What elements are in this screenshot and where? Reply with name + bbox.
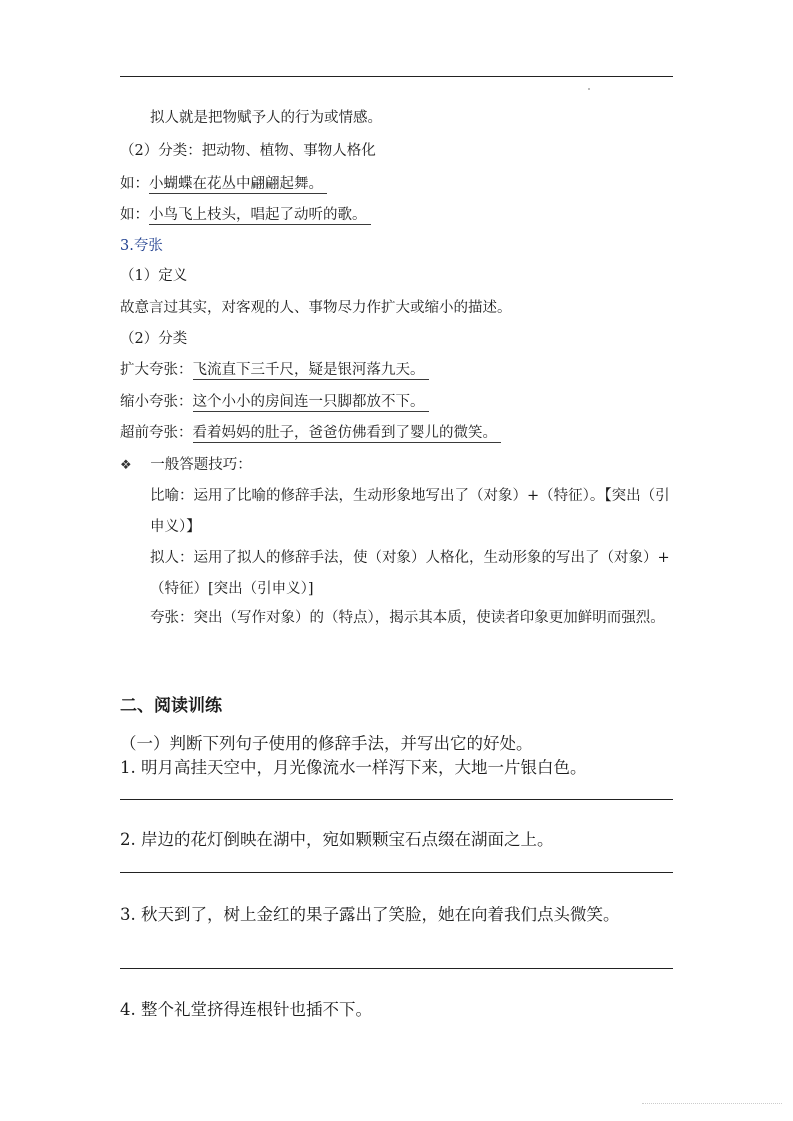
- personification-classification: （2）分类：把动物、植物、事物人格化: [120, 143, 376, 159]
- question-3: 3. 秋天到了，树上金红的果子露出了笑脸，她在向着我们点头微笑。: [120, 905, 620, 924]
- exercise-instructions: （一）判断下列句子使用的修辞手法，并写出它的好处。: [120, 734, 533, 753]
- shrink-label: 缩小夸张：: [120, 394, 193, 410]
- question-4: 4. 整个礼堂挤得连根针也插不下。: [120, 1000, 372, 1019]
- example-line-1: [120, 174, 327, 194]
- tips-title: 一般答题技巧：: [150, 457, 252, 473]
- enlarge-example: 飞流直下三千尺，疑是银河落九天。: [193, 362, 429, 380]
- tip-metaphor: 比喻：运用了比喻的修辞手法，生动形象地写出了（对象）+（特征）。【突出（引申义）】: [150, 488, 670, 535]
- personification-definition: 拟人就是把物赋予人的行为或情感。: [150, 110, 382, 126]
- hyperbole-title: 3.夸张: [120, 238, 163, 254]
- answer-line-2: [120, 872, 673, 873]
- tips-heading: [120, 455, 252, 476]
- example-prefix: 如：: [120, 176, 149, 192]
- answer-line-1: [120, 799, 673, 800]
- classification-label: （2）分类: [120, 331, 188, 347]
- enlarge-hyperbole-line: [120, 360, 429, 380]
- example-prefix: 如：: [120, 207, 149, 223]
- section-title: 二、阅读训练: [120, 696, 222, 716]
- tip-personification: 拟人：运用了拟人的修辞手法，使（对象）人格化，生动形象的写出了（对象）+（特征）[突出（引申义）]: [150, 550, 670, 597]
- ahead-label: 超前夸张：: [120, 425, 193, 441]
- answer-line-3: [120, 968, 673, 969]
- shrink-hyperbole-line: [120, 392, 429, 412]
- shrink-example: 这个小小的房间连一只脚都放不下。: [193, 394, 429, 412]
- enlarge-label: 扩大夸张：: [120, 362, 193, 378]
- question-1: 1. 明月高挂天空中，月光像流水一样泻下来，大地一片银白色。: [120, 758, 587, 777]
- diamond-bullet-icon: ❖: [120, 458, 132, 473]
- ahead-hyperbole-line: [120, 423, 501, 443]
- footer-scan-artifact: [642, 1103, 782, 1108]
- example-sentence-underlined: 小鸟飞上枝头，唱起了动听的歌。: [149, 207, 371, 225]
- example-sentence-underlined: 小蝴蝶在花丛中翩翩起舞。: [149, 176, 327, 194]
- scan-speck: [588, 88, 590, 90]
- tip-hyperbole: 夸张：突出（写作对象）的（特点），揭示其本质，使读者印象更加鲜明而强烈。: [150, 610, 665, 626]
- definition-text: 故意言过其实，对客观的人、事物尽力作扩大或缩小的描述。: [120, 300, 512, 316]
- example-line-2: [120, 205, 371, 225]
- question-2: 2. 岸边的花灯倒映在湖中，宛如颗颗宝石点缀在湖面之上。: [120, 830, 554, 849]
- definition-label: （1）定义: [120, 268, 188, 284]
- header-rule: [120, 76, 673, 77]
- ahead-example: 看着妈妈的肚子，爸爸仿佛看到了婴儿的微笑。: [193, 425, 502, 443]
